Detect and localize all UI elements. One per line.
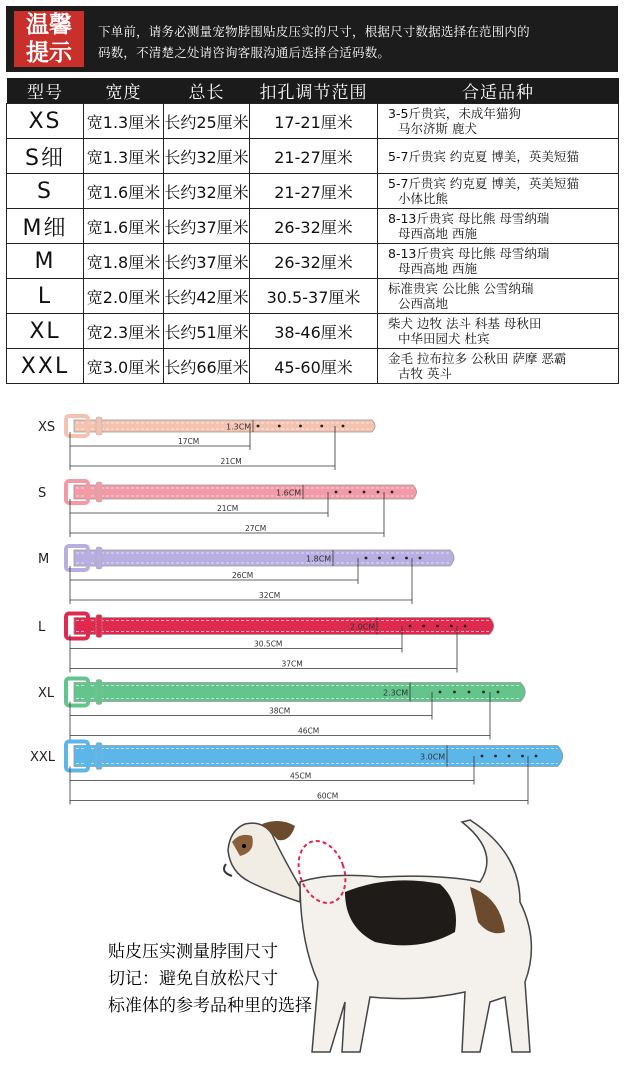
breed-line: 小体比熊	[398, 191, 449, 206]
cell-width: 宽1.6厘米	[84, 209, 164, 244]
collar-hole	[299, 425, 302, 428]
cell-width: 宽2.0厘米	[84, 279, 164, 314]
cell-breeds	[378, 174, 619, 209]
breed-line: 母西高地 西施	[398, 261, 477, 276]
collar-hole	[409, 625, 412, 628]
notice-bar	[6, 6, 618, 72]
cell-model: XXL	[7, 349, 84, 384]
collar-hole	[377, 491, 380, 494]
breed-line: 标准贵宾 公比熊 公雪纳瑞	[388, 281, 534, 296]
table-row	[7, 244, 619, 279]
collar-hole	[439, 691, 442, 694]
tip-badge: 温馨 提示	[14, 11, 84, 67]
table-row	[7, 279, 619, 314]
cell-breeds	[378, 279, 619, 314]
breed-line: 母西高地 西施	[398, 226, 477, 241]
collar-hole	[391, 491, 394, 494]
cell-model: M	[7, 244, 84, 279]
collar-hole	[468, 691, 471, 694]
max-range-label: 60CM	[317, 791, 339, 801]
collar-hole	[320, 425, 323, 428]
cell-breeds	[378, 104, 619, 139]
cell-length: 长约66厘米	[164, 349, 250, 384]
cell-length: 长约32厘米	[164, 139, 250, 174]
collar-hole	[405, 557, 408, 560]
collar-hole	[422, 625, 425, 628]
min-range-label: 38CM	[269, 706, 291, 716]
caption-line-2: 切记：避免自放松尺寸	[108, 969, 278, 989]
cell-width: 宽1.6厘米	[84, 174, 164, 209]
breed-line: 8-13斤贵宾 母比熊 母雪纳瑞	[388, 211, 550, 226]
cell-range: 38-46厘米	[250, 314, 378, 349]
collar-hole	[335, 491, 338, 494]
keeper-loop	[96, 547, 102, 569]
cell-range: 26-32厘米	[250, 209, 378, 244]
collar-hole	[278, 425, 281, 428]
header-length: 总长	[164, 78, 250, 104]
caption-line-3: 标准体的参考品种里的选择	[108, 996, 312, 1016]
width-label: 1.3CM	[226, 422, 252, 432]
max-range-label: 37CM	[281, 659, 303, 669]
collar-hole	[365, 557, 368, 560]
breed-line: 公西高地	[398, 296, 449, 311]
breed-line: 马尔济斯 鹿犬	[398, 121, 477, 136]
cell-length: 长约51厘米	[164, 314, 250, 349]
collar-size-label: XS	[38, 420, 56, 435]
table-row	[7, 314, 619, 349]
cell-range: 21-27厘米	[250, 139, 378, 174]
width-label: 3.0CM	[420, 752, 446, 762]
breed-line: 金毛 拉布拉多 公秋田 萨摩 恶霸	[388, 351, 567, 366]
width-label: 2.0CM	[350, 622, 376, 632]
min-range-label: 45CM	[290, 771, 312, 781]
keeper-loop	[96, 680, 102, 705]
keeper-loop	[96, 743, 102, 770]
cell-length: 长约32厘米	[164, 174, 250, 209]
collar-hole	[453, 691, 456, 694]
collar-hole	[419, 557, 422, 560]
collar-size-label: L	[38, 620, 46, 635]
collar-hole	[464, 625, 467, 628]
cell-model: S细	[7, 139, 84, 174]
collar-hole	[508, 755, 511, 758]
max-range-label: 21CM	[220, 457, 242, 466]
cell-range: 45-60厘米	[250, 349, 378, 384]
breed-line: 5-7斤贵宾 约克夏 博美，英美短猫	[388, 176, 579, 191]
cell-model: L	[7, 279, 84, 314]
notice-text: 下单前，请务必测量宠物脖围贴皮压实的尺寸，根据尺寸数据选择在范围内的 码数，不清楚之处请咨询客服沟通后选择合适码数。	[98, 24, 530, 60]
max-range-label: 27CM	[245, 524, 267, 533]
collar-size-diagram	[0, 400, 625, 820]
header-range: 扣孔调节范围	[250, 78, 378, 104]
cell-width: 宽3.0厘米	[84, 349, 164, 384]
breed-line: 柴犬 边牧 法斗 科基 母秋田	[388, 316, 542, 331]
breed-line: 古牧 英斗	[398, 366, 452, 381]
max-range-label: 46CM	[298, 726, 320, 736]
collar-strap	[74, 618, 494, 635]
cell-breeds	[378, 139, 619, 174]
cell-width: 宽1.8厘米	[84, 244, 164, 279]
cell-range: 17-21厘米	[250, 104, 378, 139]
header-breeds: 合适品种	[378, 78, 619, 104]
table-row	[7, 209, 619, 244]
dog-illustration	[0, 812, 625, 1064]
collar-hole	[349, 491, 352, 494]
breed-line: 8-13斤贵宾 母比熊 母雪纳瑞	[388, 246, 550, 261]
cell-range: 30.5-37厘米	[250, 279, 378, 314]
collar-hole	[497, 691, 500, 694]
collar-hole	[342, 425, 345, 428]
collar-hole	[436, 625, 439, 628]
collar-hole	[257, 425, 260, 428]
breed-line: 5-7斤贵宾 约克夏 博美，英美短猫	[388, 148, 579, 164]
collar-hole	[392, 557, 395, 560]
breed-line: 中华田园犬 杜宾	[398, 331, 490, 346]
collar-hole	[481, 755, 484, 758]
max-range-label: 32CM	[259, 591, 281, 600]
collar-size-label: S	[38, 486, 47, 501]
cell-width: 宽2.3厘米	[84, 314, 164, 349]
min-range-label: 30.5CM	[254, 639, 283, 649]
collar-hole	[378, 557, 381, 560]
cell-model: XL	[7, 314, 84, 349]
collar-hole	[494, 755, 497, 758]
cell-breeds	[378, 314, 619, 349]
table-row	[7, 139, 619, 174]
collar-strap	[74, 420, 375, 432]
collar-hole	[363, 491, 366, 494]
cell-width: 宽1.3厘米	[84, 104, 164, 139]
collar-hole	[450, 625, 453, 628]
cell-length: 长约37厘米	[164, 244, 250, 279]
collar-strap	[74, 550, 454, 566]
cell-model: M细	[7, 209, 84, 244]
breed-line: 3-5斤贵宾，未成年猫狗	[388, 106, 521, 121]
collar-hole	[482, 691, 485, 694]
table-row	[7, 104, 619, 139]
cell-model: XS	[7, 104, 84, 139]
collar-size-label: XL	[38, 686, 55, 701]
keeper-loop	[96, 615, 102, 638]
table-row	[7, 349, 619, 384]
size-table	[6, 78, 619, 384]
collar-hole	[535, 755, 538, 758]
cell-model: S	[7, 174, 84, 209]
cell-breeds	[378, 209, 619, 244]
min-range-label: 21CM	[217, 504, 239, 513]
collar-hole	[521, 755, 524, 758]
collar-size-label: XXL	[30, 750, 56, 765]
table-row	[7, 174, 619, 209]
header-width: 宽度	[84, 78, 164, 104]
cell-length: 长约37厘米	[164, 209, 250, 244]
width-label: 2.3CM	[383, 688, 409, 698]
cell-range: 26-32厘米	[250, 244, 378, 279]
min-range-label: 26CM	[232, 571, 254, 580]
dog-section	[0, 812, 625, 1064]
collar-size-label: M	[38, 552, 50, 567]
caption-line-1: 贴皮压实测量脖围尺寸	[108, 942, 278, 962]
keeper-loop	[96, 417, 102, 435]
cell-length: 长约42厘米	[164, 279, 250, 314]
cell-width: 宽1.3厘米	[84, 139, 164, 174]
cell-length: 长约25厘米	[164, 104, 250, 139]
cell-breeds	[378, 244, 619, 279]
width-label: 1.8CM	[306, 554, 332, 564]
table-header	[7, 78, 619, 104]
header-model: 型号	[7, 78, 84, 104]
min-range-label: 17CM	[178, 437, 200, 446]
keeper-loop	[96, 482, 102, 502]
width-label: 1.6CM	[276, 488, 302, 498]
cell-range: 21-27厘米	[250, 174, 378, 209]
cell-breeds	[378, 349, 619, 384]
